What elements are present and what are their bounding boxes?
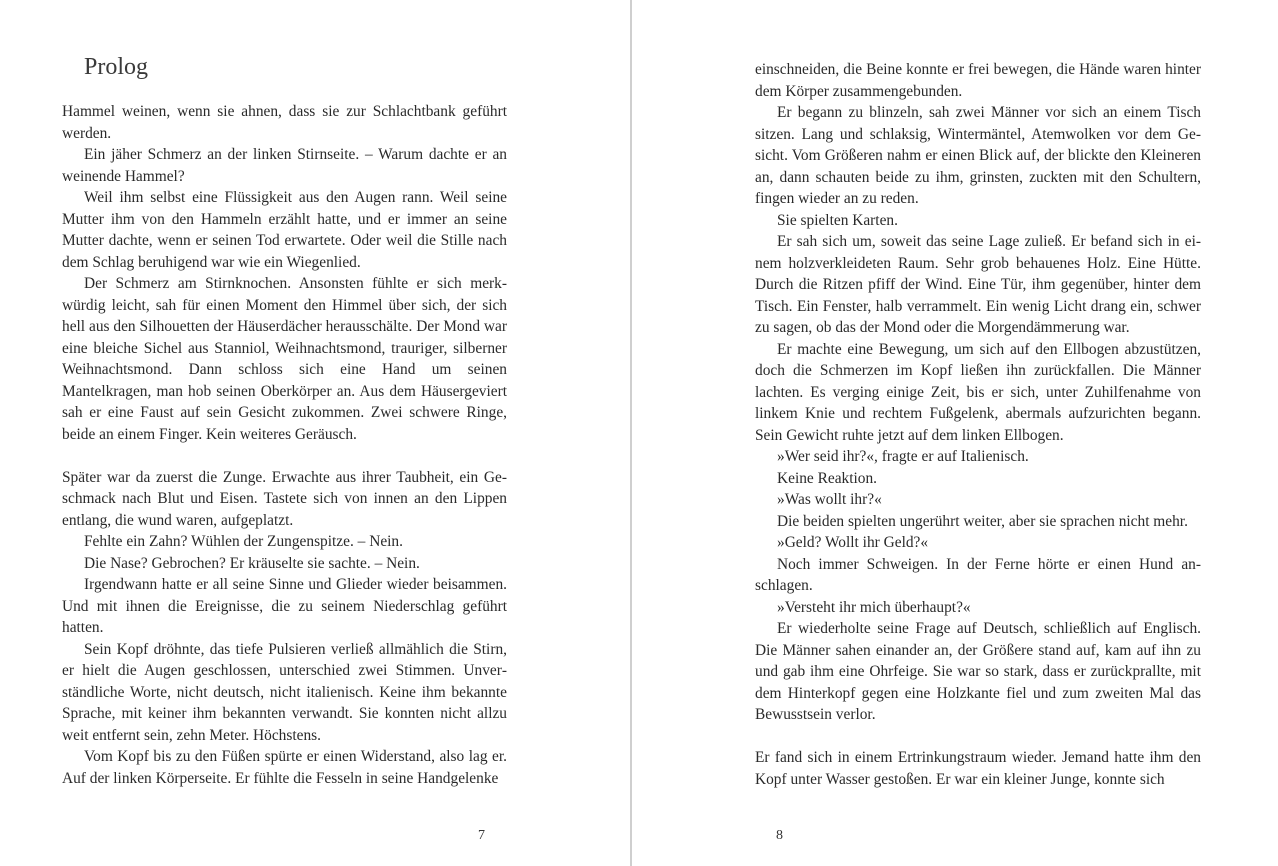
paragraph: Keine Reaktion. <box>777 469 878 487</box>
paragraph: Sein Kopf dröhnte, das tiefe Pulsieren verließ allmählich die Stirn, er hielt die Augen geschlossen, unterschied zwei Stimmen. Unverständliche Worte, nicht deutsch, nicht italienisch. Keine ihm bekannte Sprache, mit keiner ihm bekannten verwandt. Sie konnten nicht allzu weit entfernt sein, zehn Meter. Höchstens. <box>62 640 507 744</box>
paragraph: einschneiden, die Beine konnte er frei bewegen, die Hände waren hinter dem Körper zusammengebunden. <box>755 61 1201 100</box>
right-page-text <box>755 59 1201 790</box>
right-page <box>632 0 1278 866</box>
paragraph: »Versteht ihr mich überhaupt?« <box>777 598 971 616</box>
paragraph: »Wer seid ihr?«, fragte er auf Italienisch. <box>777 448 1029 465</box>
paragraph: Er begann zu blinzeln, sah zwei Männer vor sich an einem Tisch sitzen. Lang und schlaksig, Wintermäntel, Atemwolken vor dem Gesicht. Vom Größeren nahm er einen Blick auf, der blickte den Kleineren an, dann schauten beide zu ihm, grinsten, zuckten mit den Schultern, fingen wieder an zu reden. <box>755 104 1201 207</box>
paragraph: Später war da zuerst die Zunge. Erwachte aus ihrer Taubheit, ein Geschmack nach Blut und Eisen. Tastete sich von innen an den Lippen entlang, die wund waren, aufgeplatzt. <box>62 468 507 529</box>
paragraph: Sie spielten Karten. <box>777 211 898 229</box>
section-break <box>755 726 1201 748</box>
paragraph: Die Nase? Gebrochen? Er kräuselte sie sachte. – Nein. <box>84 554 420 572</box>
section-break <box>62 445 507 467</box>
paragraph: Hammel weinen, wenn sie ahnen, dass sie zur Schlachtbank geführt werden. <box>62 103 507 142</box>
left-page-text <box>62 101 507 789</box>
paragraph: Er fand sich in einem Ertrinkungstraum wieder. Jemand hatte ihm den Kopf unter Wasser gestoßen. Er war ein kleiner Junge, konnte sich <box>755 749 1201 788</box>
page-number: 8 <box>776 828 783 843</box>
left-page <box>0 0 630 866</box>
paragraph: »Was wollt ihr?« <box>777 491 882 508</box>
page-number: 7 <box>478 828 485 843</box>
paragraph: Ein jäher Schmerz an der linken Stirnseite. – Warum dachte er an weinende Hammel? <box>62 146 507 185</box>
paragraph: Er machte eine Bewegung, um sich auf den Ellbogen abzustützen, doch die Schmerzen im Kopf ließen ihn zurückfallen. Die Männer lachten. Es verging einige Zeit, bis er sich, unter Zuhilfenahme von linkem Knie und rechtem Fußgelenk, abermals aufzurichten begann. Sein Gewicht ruhte jetzt auf dem linken Ellbogen. <box>755 340 1201 444</box>
chapter-title: Prolog <box>84 54 149 80</box>
paragraph: »Geld? Wollt ihr Geld?« <box>777 534 929 551</box>
paragraph: Noch immer Schweigen. In der Ferne hörte er einen Hund anschlagen. <box>755 555 1201 594</box>
paragraph: Weil ihm selbst eine Flüssigkeit aus den Augen rann. Weil seine Mutter ihm von den Hammeln erzählt hatte, und er immer an seine Mutter dachte, wenn er seinen Tod erwartete. Oder weil die Stille nach dem Schlag beruhigend war wie ein Wiegenlied. <box>62 189 507 271</box>
paragraph: Irgendwann hatte er all seine Sinne und Glieder wieder beisammen. Und mit ihnen die Ereignisse, die zu seinem Niederschlag geführt hatten. <box>62 576 507 636</box>
paragraph: Vom Kopf bis zu den Füßen spürte er einen Widerstand, also lag er. Auf der linken Körperseite. Er fühlte die Fesseln in seine Handgelenke <box>62 748 507 787</box>
paragraph: Fehlte ein Zahn? Wühlen der Zungenspitze. – Nein. <box>84 533 403 550</box>
paragraph: Er sah sich um, soweit das seine Lage zuließ. Er befand sich in einem holzverkleideten Raum. Sehr grob behauenes Holz. Eine Hütte. Durch die Ritzen pfiff der Wind. Eine Tür, ihm gegenüber, hinter dem Tisch. Ein Fenster, halb verrammelt. Ein wenig Licht drang ein, schwer zu sagen, ob das der Mond oder die Morgendämmerung war. <box>755 233 1201 336</box>
paragraph: Der Schmerz am Stirnknochen. Ansonsten fühlte er sich merkwürdig leicht, sah für einen Moment den Himmel über sich, der sich hell aus den Silhouetten der Häuserdächer herausschälte. Der Mond war eine bleiche Sichel aus Stanniol, Weihnachtsmond, trauriger, silberner Weihnachtsmond. Dann schloss sich eine Hand um seinen Mantelkragen, man hob seinen Oberkörper an. Aus dem Häusergeviert sah er eine Faust auf sein Gesicht zukommen. Zwei schwere Ringe, beide an einem Finger. Kein weiteres Geräusch. <box>62 275 507 443</box>
paragraph: Er wiederholte seine Frage auf Deutsch, schließlich auf Englisch. Die Männer sahen einander an, der Größere stand auf, kam auf ihn zu und gab ihm eine Ohrfeige. Sie war so stark, dass er zurückprallte, mit dem Hinterkopf gegen eine Holzkante fiel und zum zweiten Mal das Bewusstsein verlor. <box>755 620 1201 723</box>
paragraph: Die beiden spielten ungerührt weiter, aber sie sprachen nicht mehr. <box>777 512 1188 530</box>
